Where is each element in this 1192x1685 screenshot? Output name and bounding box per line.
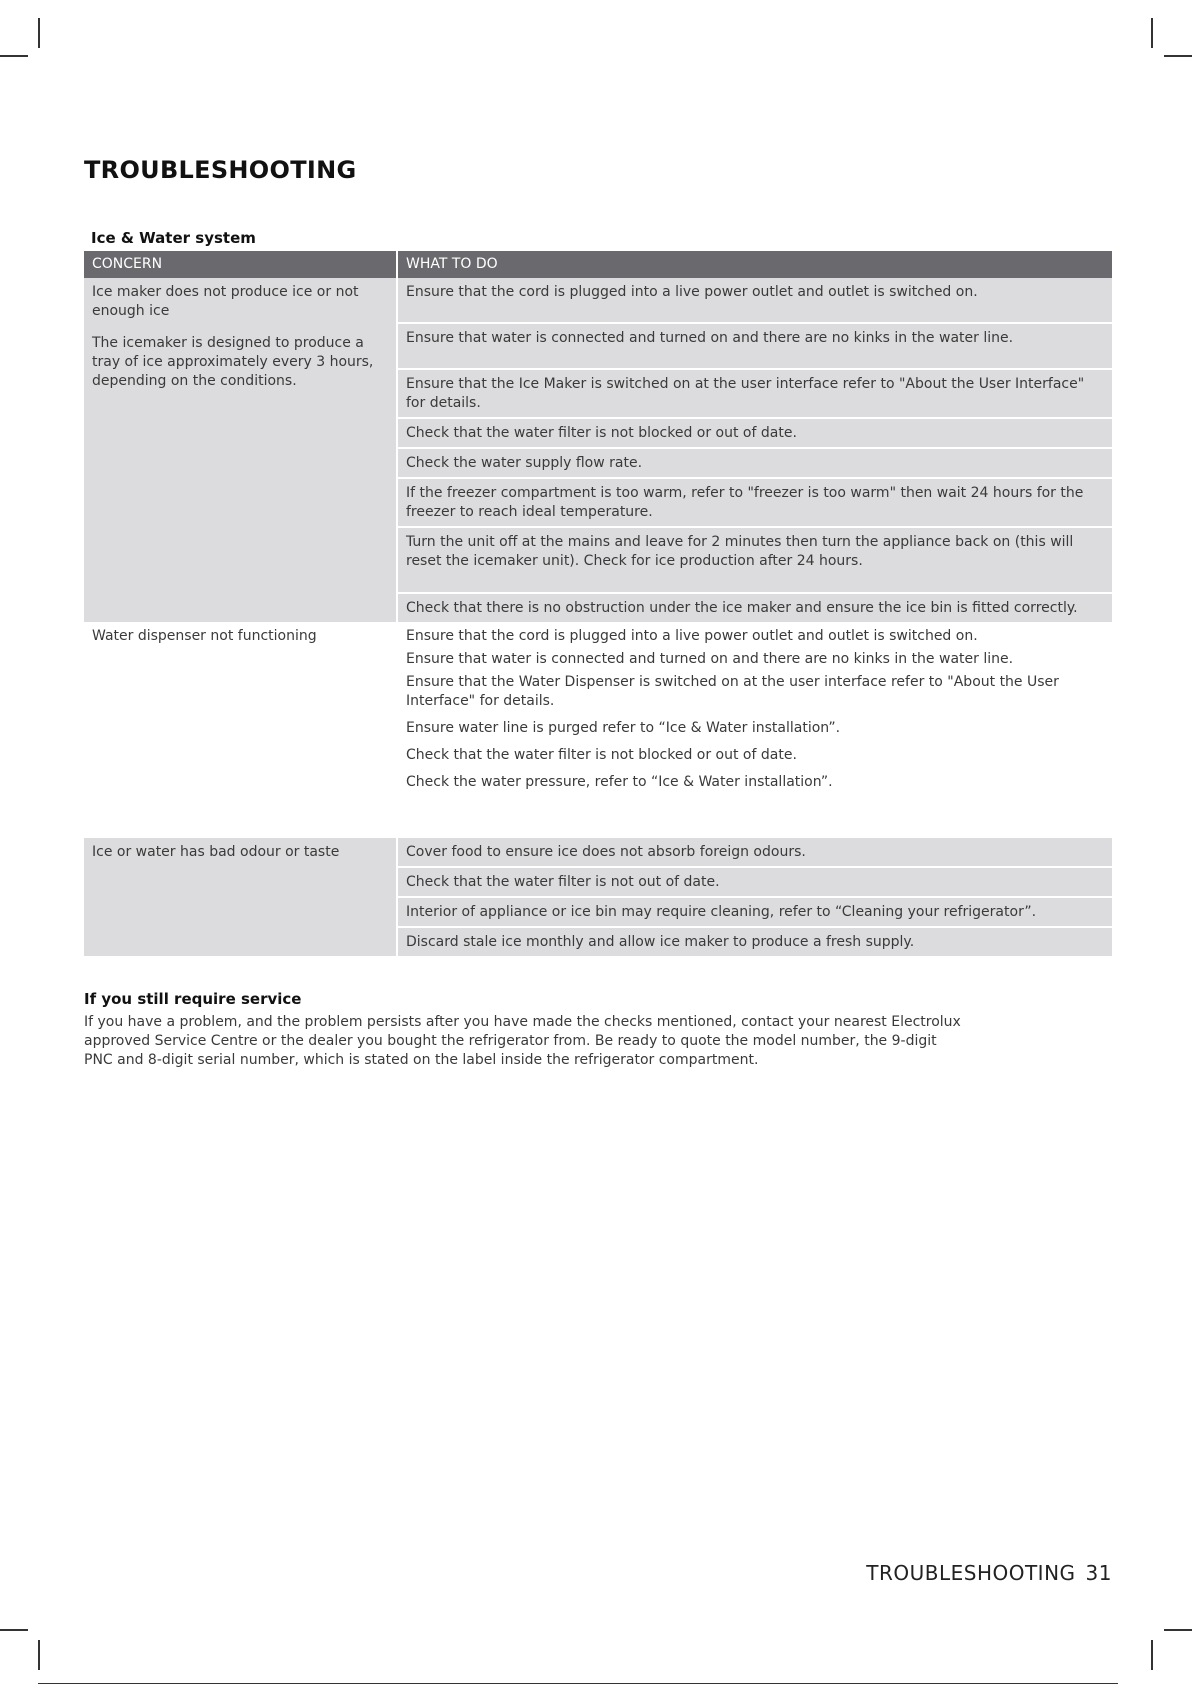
page-footer <box>856 1561 1112 1585</box>
concern-note: The icemaker is designed to produce a tray of ice approximately every 3 hours, depending on the conditions. <box>92 335 374 389</box>
action-cell: Check the water pressure, refer to “Ice & Water installation”. <box>397 767 1112 794</box>
concern-cell <box>84 278 397 622</box>
action-cell: Ensure water line is purged refer to “Ice & Water installation”. <box>397 713 1112 740</box>
action-cell: Discard stale ice monthly and allow ice maker to produce a fresh supply. <box>397 927 1112 956</box>
crop-mark <box>1151 1640 1153 1670</box>
crop-mark <box>0 55 28 57</box>
header-concern: CONCERN <box>84 251 397 278</box>
action-cell: Turn the unit off at the mains and leave for 2 minutes then turn the appliance back on (this will reset the icemaker unit). Check for ice production after 24 hours. <box>397 527 1112 593</box>
crop-mark <box>1151 18 1153 48</box>
header-what-to-do: WHAT TO DO <box>397 251 1112 278</box>
page-number: 31 <box>1085 1561 1112 1585</box>
table-header-row <box>84 251 1112 278</box>
concern-cell: Water dispenser not functioning <box>84 622 397 794</box>
section-title: Ice & Water system <box>91 229 256 247</box>
troubleshooting-table <box>84 251 1112 956</box>
concern-cell: Ice or water has bad odour or taste <box>84 838 397 956</box>
bottom-rule <box>38 1683 1118 1684</box>
footer-section: TROUBLESHOOTING <box>866 1561 1076 1585</box>
action-cell: Ensure that water is connected and turned on and there are no kinks in the water line. <box>397 323 1112 369</box>
action-cell: Ensure that the cord is plugged into a live power outlet and outlet is switched on. <box>397 622 1112 648</box>
service-title: If you still require service <box>84 990 302 1008</box>
crop-mark <box>38 1640 40 1670</box>
action-cell: Ensure that the Water Dispenser is switched on at the user interface refer to "About the User Interface" for details. <box>397 671 1112 713</box>
action-cell: Check that the water filter is not out of date. <box>397 867 1112 897</box>
page-title: TROUBLESHOOTING <box>84 156 357 184</box>
crop-mark <box>1164 55 1192 57</box>
concern-text: Ice maker does not produce ice or not enough ice <box>92 284 359 319</box>
action-cell: Check that there is no obstruction under the ice maker and ensure the ice bin is fitted correctly. <box>397 593 1112 622</box>
table-row <box>84 278 1112 323</box>
action-cell: Ensure that water is connected and turned on and there are no kinks in the water line. <box>397 648 1112 671</box>
action-cell: If the freezer compartment is too warm, refer to "freezer is too warm" then wait 24 hours for the freezer to reach ideal temperature. <box>397 478 1112 527</box>
action-cell: Check that the water filter is not blocked or out of date. <box>397 418 1112 448</box>
action-cell: Ensure that the cord is plugged into a live power outlet and outlet is switched on. <box>397 278 1112 323</box>
action-cell: Check that the water filter is not blocked or out of date. <box>397 740 1112 767</box>
service-text: If you have a problem, and the problem persists after you have made the checks mentioned, contact your nearest Electrolux approved Service Centre or the dealer you bought the refrigerator from. Be ready to quote the model number, the 9-digit PNC and 8-digit serial number, which is stated on the label inside the refrigerator compartment. <box>84 1014 961 1068</box>
crop-mark <box>1164 1629 1192 1631</box>
table-row <box>84 622 1112 648</box>
action-cell: Ensure that the Ice Maker is switched on at the user interface refer to "About the User Interface" for details. <box>397 369 1112 418</box>
crop-mark <box>0 1629 28 1631</box>
action-cell: Cover food to ensure ice does not absorb foreign odours. <box>397 838 1112 867</box>
crop-mark <box>38 18 40 48</box>
table-spacer <box>84 794 1112 838</box>
action-cell: Interior of appliance or ice bin may require cleaning, refer to “Cleaning your refrigerator”. <box>397 897 1112 927</box>
action-cell: Check the water supply flow rate. <box>397 448 1112 478</box>
table-row <box>84 838 1112 867</box>
